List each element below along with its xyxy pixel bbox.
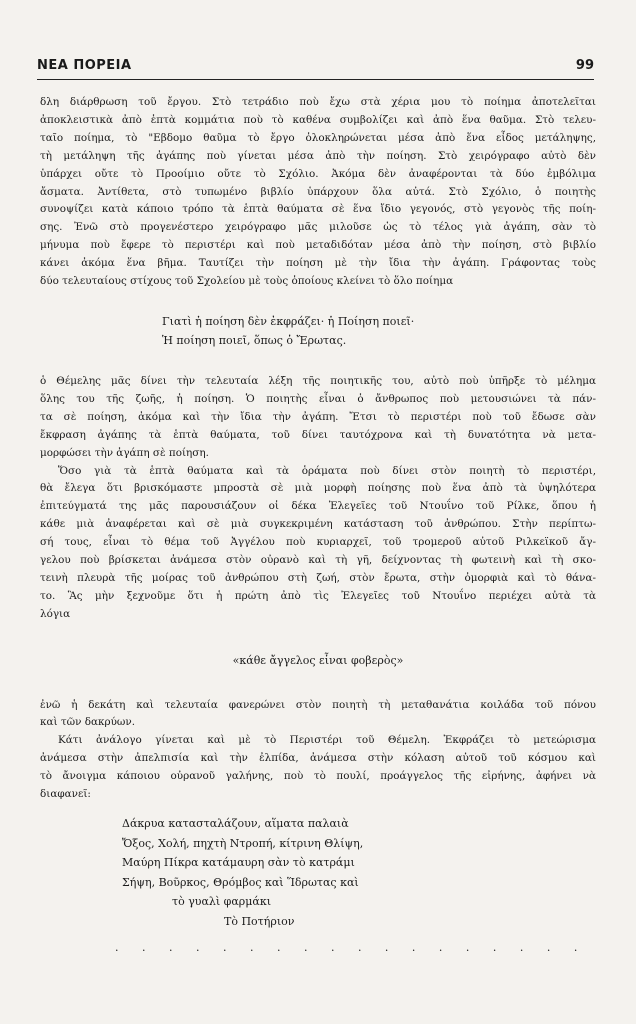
verse-line: Τὸ Ποτήριον	[224, 914, 295, 928]
paragraph-4	[40, 697, 596, 733]
ellipsis-dots: . . . . . . . . . . . . . . . . . .	[115, 940, 588, 954]
text-line: το. Ἂς μὴν ξεχνοῦμε ὅτι ἡ πρώτη ἀπὸ τὶς Ἐλεγεῖες τοῦ Ντουΐνο περιέχει αὐτὰ τὰ	[40, 589, 596, 602]
paragraph-1	[40, 94, 596, 291]
text-line: ἐπιτεύγματά της μᾶς παρουσιάζουν οἱ δέκα Ἐλεγεῖες τοῦ Ντουΐνο τοῦ Ρίλκε, ὅπου ἡ	[40, 500, 596, 513]
text-line: ἔκφραση ἀγάπης τὰ ἑπτὰ θαύματα, τοῦ δίνει ταυτόχρονα καὶ τὴ δυνατότητα νὰ μετα-	[40, 428, 596, 441]
block-quote: «κάθε ἄγγελος εἶναι φοβερὸς»	[232, 653, 404, 667]
text-line: λόγια	[40, 607, 71, 620]
verse-line: Ὄξος, Χολή, πηχτὴ Ντροπή, κίτρινη Θλίψη,	[122, 836, 364, 850]
text-line: ἀνάμεσα στὴν ἀπελπισία καὶ τὴν ἐλπίδα, ἀνάμεσα στὴν κόλαση αὐτοῦ τοῦ κόσμου καὶ	[40, 752, 596, 765]
text-line: Ὅσο γιὰ τὰ ἑπτὰ θαύματα καὶ τὰ ὁράματα ποὺ δίνει στὸν ποιητὴ τὸ περιστέρι,	[58, 464, 596, 477]
text-line: μορφώσει τὴν ἀγάπη σὲ ποίηση.	[40, 446, 209, 459]
text-line: ἐνῶ ἡ δεκάτη καὶ τελευταία φανερώνει στὸν ποιητὴ τὴ μεταθανάτια κοιλάδα τοῦ πόνου	[40, 698, 596, 711]
text-line: σή τους, εἶναι τὸ θέμα τοῦ Ἀγγέλου ποὺ κυριαρχεῖ, τοῦ τρομεροῦ αὐτοῦ Ριλκεϊκοῦ ἄγ-	[40, 536, 596, 549]
paragraph-5	[40, 732, 596, 804]
text-line: τὸ ἄνοιγμα κάποιου οὐρανοῦ γαλήνης, ποὺ τὸ πουλί, προάγγελος τῆς εἰρήνης, ἀφήνει νὰ	[40, 770, 596, 783]
verse-quotation-2	[122, 814, 596, 932]
paragraph-2	[40, 373, 596, 463]
text-line: μήνυμα ποὺ ἔφερε τὸ περιστέρι καὶ ποὺ μεταδιδόταν μέσα ἀπὸ τὴν ποίηση, στὸ βιβλίο	[40, 239, 596, 252]
text-line: ἄσματα. Ἀντίθετα, στὸ τυπωμένο βιβλίο ὑπάρχουν ὅλα αὐτά. Στὸ Σχόλιο, ὁ ποιητὴς	[40, 185, 596, 198]
text-line: ὁ Θέμελης μᾶς δίνει τὴν τελευταία λέξη τῆς ποιητικῆς του, αὐτὸ ποὺ ὑπῆρξε τὸ μέλημα	[40, 374, 596, 387]
text-line: κάθε μιὰ ἀναφέρεται καὶ σὲ μιὰ συγκεκριμένη κατάσταση τοῦ ἀνθρώπου. Στὴν περίπτω-	[40, 518, 596, 531]
text-line: τα σὲ ποίηση, ἀκόμα καὶ τὴν ἴδια τὴν ἀγάπη. Ἔτσι τὸ περιστέρι ποὺ τοῦ ἔδωσε σὰν	[40, 410, 596, 423]
verse-line: Σήψη, Βοῦρκος, Θρόμβος καὶ Ἵδρωτας καὶ	[122, 875, 359, 889]
text-line: θὰ ἔλεγα ὅτι βρισκόμαστε μπροστὰ σὲ μιὰ μορφὴ ποίησης ποὺ ἕνα ἀπὸ τὰ ὑψηλότερα	[40, 482, 596, 495]
text-line: γελου ποὺ βρίσκεται ἀνάμεσα στὸν οὐρανὸ καὶ τὴ γῆ, δείχνοντας τὴ φωτεινὴ καὶ τὴ σκο-	[40, 554, 596, 567]
verse-line: Γιατὶ ἡ ποίηση δὲν ἐκφράζει· ἡ Ποίηση ποιεῖ·	[162, 314, 415, 328]
text-line: καὶ τῶν δακρύων.	[40, 716, 136, 729]
text-line: δλη διάρθρωση τοῦ ἔργου. Στὸ τετράδιο ποὺ ἔχω στὰ χέρια μου τὸ ποίημα ἀποτελεῖται	[40, 96, 596, 108]
running-header	[37, 55, 594, 80]
article-body	[40, 94, 596, 956]
journal-title: ΝΕΑ ΠΟΡΕΙΑ	[37, 58, 132, 73]
verse-line: Ἡ ποίηση ποιεῖ, ὅπως ὁ Ἔρωτας.	[162, 333, 347, 347]
text-line: σης. Ἐνῶ στὸ προγενέστερο χειρόγραφο μᾶς μιλοῦσε ὡς τὸ τέλος γιὰ ἀγάπη, σὰν τὸ	[40, 221, 596, 234]
verse-line: τὸ γυαλὶ φαρμάκι	[172, 895, 272, 909]
text-line: ὅλης του τῆς ζωῆς, ἡ ποίηση. Ὁ ποιητὴς εἶναι ὁ ἄνθρωπος ποὺ μετουσιώνει τὰ πάν-	[40, 392, 596, 405]
verse-line: Δάκρυα κατασταλάζουν, αἵματα παλαιὰ	[122, 817, 349, 830]
text-line: διαφανεῖ:	[40, 788, 91, 801]
text-line: συνοψίζει κατὰ κάποιο τρόπο τὰ ἑπτὰ θαύματα σὲ ἕνα ἴδιο γεγονός, στὸ γεγονὸς τῆς ποίη-	[40, 203, 596, 216]
text-line: κάνει ἀκόμα ἕνα βῆμα. Ταυτίζει τὴν ποίηση μὲ τὴν ἴδια τὴν ἀγάπη. Γράφοντας τοὺς	[40, 257, 596, 270]
verse-line: Μαύρη Πίκρα κατάμαυρη σὰν τὸ κατράμι	[122, 856, 355, 870]
text-line: δύο τελευταίους στίχους τοῦ Σχολείου μὲ τοὺς ὁποίους κλείνει τὸ ὅλο ποίημα	[40, 275, 454, 288]
text-line: τὴ μετάληψη τῆς ἀγάπης ποὺ γίνεται μέσα ἀπὸ τὴν ποίηση. Στὸ χειρόγραφο αὐτὸ δὲν	[40, 149, 596, 162]
verse-quotation-1	[162, 312, 596, 350]
text-line: ὑπάρχει οὔτε τὸ Προοίμιο οὔτε τὸ Σχόλιο. Ἀκόμα δὲν ἀναφέρονται τὰ δύο ἐμβόλιμα	[40, 167, 596, 180]
page-number: 99	[575, 58, 594, 73]
text-line: ταῖο ποίημα, τὸ "Εβδομο θαῦμα τὸ ἔργο ὁλοκληρώνεται μέσα ἀπὸ ἕνα εἶδος μετάληψης,	[40, 131, 596, 144]
text-line: Κάτι ἀνάλογο γίνεται καὶ μὲ τὸ Περιστέρι τοῦ Θέμελη. Ἐκφράζει τὸ μετεώρισμα	[58, 734, 596, 747]
text-line: ἀποκλειστικὰ ἀπὸ ἑπτὰ κομμάτια ποὺ τὸ καθένα συμβολίζει καὶ ἀπὸ ἕνα θαῦμα. Στὸ τελευ-	[40, 113, 596, 126]
paragraph-3	[40, 463, 596, 624]
text-line: τεινὴ πλευρὰ τῆς μοίρας τοῦ ἀνθρώπου στὴ ζωή, στὸν ἔρωτα, στὴν ὀμορφιὰ καὶ τὸ θάνα-	[40, 571, 596, 584]
